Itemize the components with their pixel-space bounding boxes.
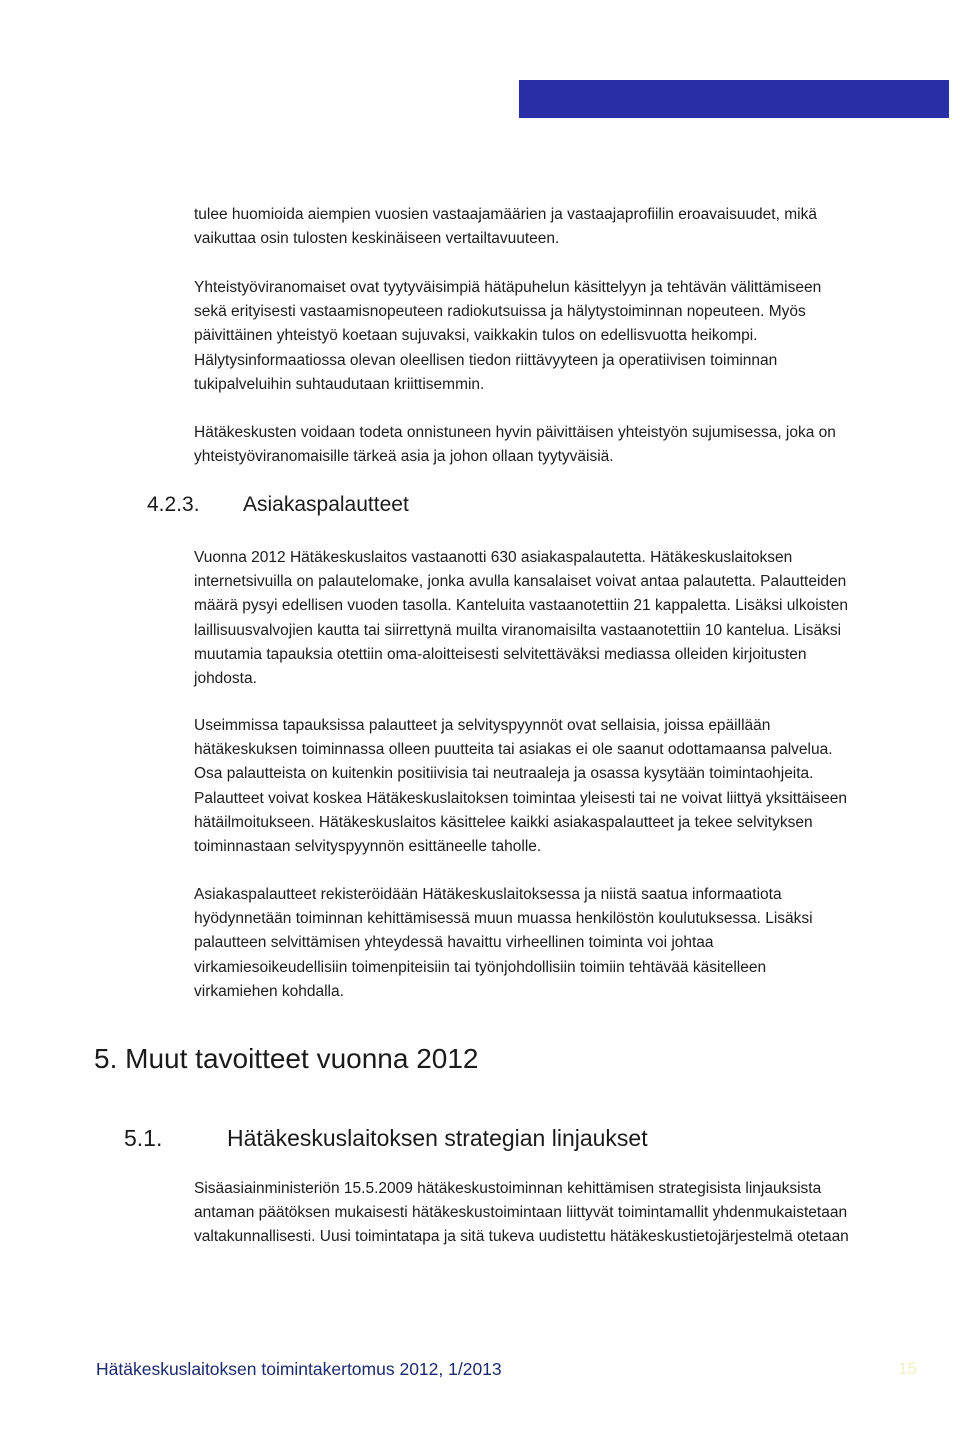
paragraph-authority-satisfaction: Yhteistyöviranomaiset ovat tyytyväisimpiä hätäpuhelun käsittelyyn ja tehtävän välittämiseen sekä erityisesti vastaamisnopeuteen radiokutsuissa ja hälytystoiminnan nopeuteen. Myös päivittäinen yhteistyö koetaan sujuvaksi, vaikkakin tulos on edellisvuotta heikompi. Hälytysinformaatiossa olevan oleellisen tiedon riittävyyteen ja operatiivisen toiminnan tukipalveluihin suhtaudutaan kriittisemmin. (194, 279, 822, 393)
footer-document-title: Hätäkeskuslaitoksen toimintakertomus 2012, 1/2013 (96, 1359, 502, 1379)
paragraph-feedback-types: Useimmissa tapauksissa palautteet ja selvityspyynnöt ovat sellaisia, joissa epäillään hätäkeskuksen toiminnassa olleen puutteita tai asiakas ei ole saanut odottamaansa palvelua. Osa palautteista on kuitenkin positiivisia tai neutraaleja ja osassa kysytään toimintaohjeita. Palautteet voivat koskea Hätäkeskuslaitoksen toimintaa yleisesti tai ne voivat liittyä yksittäiseen hätäilmoitukseen. Hätäkeskuslaitos käsittelee kaikki asiakaspalautteet ja tekee selvityksen toiminnastaan selvityspyynnön esittäneelle taholle. (194, 717, 848, 856)
section-heading-5-1 (124, 1123, 648, 1153)
paragraph-strategy-decision: Sisäasiainministeriön 15.5.2009 hätäkeskustoiminnan kehittämisen strategisista linjauksista antaman päätöksen mukaisesti hätäkeskustoimintaan liittyvät toimintamallit yhdenmukaistetaan valtakunnallisesti. Uusi toimintatapa ja sitä tukeva uudistettu hätäkeskustietojärjestelmä otetaan (194, 1180, 849, 1246)
subsection-number: 4.2.3. (147, 493, 200, 516)
subsection-heading-4-2-3 (147, 491, 409, 519)
paragraph-response-comparability: tulee huomioida aiempien vuosien vastaajamäärien ja vastaajaprofiilin eroavaisuudet, mikä vaikuttaa osin tulosten keskinäiseen vertailtavuuteen. (194, 206, 817, 248)
header-color-bar (519, 80, 949, 118)
section-number: 5.1. (124, 1125, 163, 1151)
paragraph-customer-feedback-count: Vuonna 2012 Hätäkeskuslaitos vastaanotti 630 asiakaspalautetta. Hätäkeskuslaitoksen internetsivuilla on palautelomake, jonka avulla kansalaiset voivat antaa palautetta. Palautteiden määrä pysyi edellisen vuoden tasolla. Kanteluita vastaanotettiin 21 kappaletta. Lisäksi ulkoisten laillisuusvalvojien kautta tai siirrettynä muilta viranomaisilta vastaanotettiin 10 kantelua. Lisäksi muutamia tapauksia otettiin oma-aloitteisesti selvitettäväksi mediassa olleiden kirjoitusten johdosta. (194, 549, 848, 688)
footer-page-number: 15 (898, 1359, 917, 1378)
section-title: Hätäkeskuslaitoksen strategian linjaukset (227, 1125, 648, 1151)
subsection-title: Asiakaspalautteet (243, 493, 409, 516)
chapter-heading-5: 5. Muut tavoitteet vuonna 2012 (94, 1043, 479, 1074)
paragraph-feedback-registration: Asiakaspalautteet rekisteröidään Hätäkeskuslaitoksessa ja niistä saatua informaatiota hyödynnetään toiminnan kehittämisessä muun muassa henkilöstön koulutuksessa. Lisäksi palautteen selvittämisen yhteydessä havaittu virheellinen toiminta voi johtaa virkamiesoikeudellisiin toimenpiteisiin tai työnjohdollisiin toimiin tehtävää käsitelleen virkamiehen kohdalla. (194, 886, 813, 1000)
paragraph-daily-cooperation: Hätäkeskusten voidaan todeta onnistuneen hyvin päivittäisen yhteistyön sujumisessa, joka on yhteistyöviranomaisille tärkeä asia ja johon ollaan tyytyväisiä. (194, 424, 836, 466)
